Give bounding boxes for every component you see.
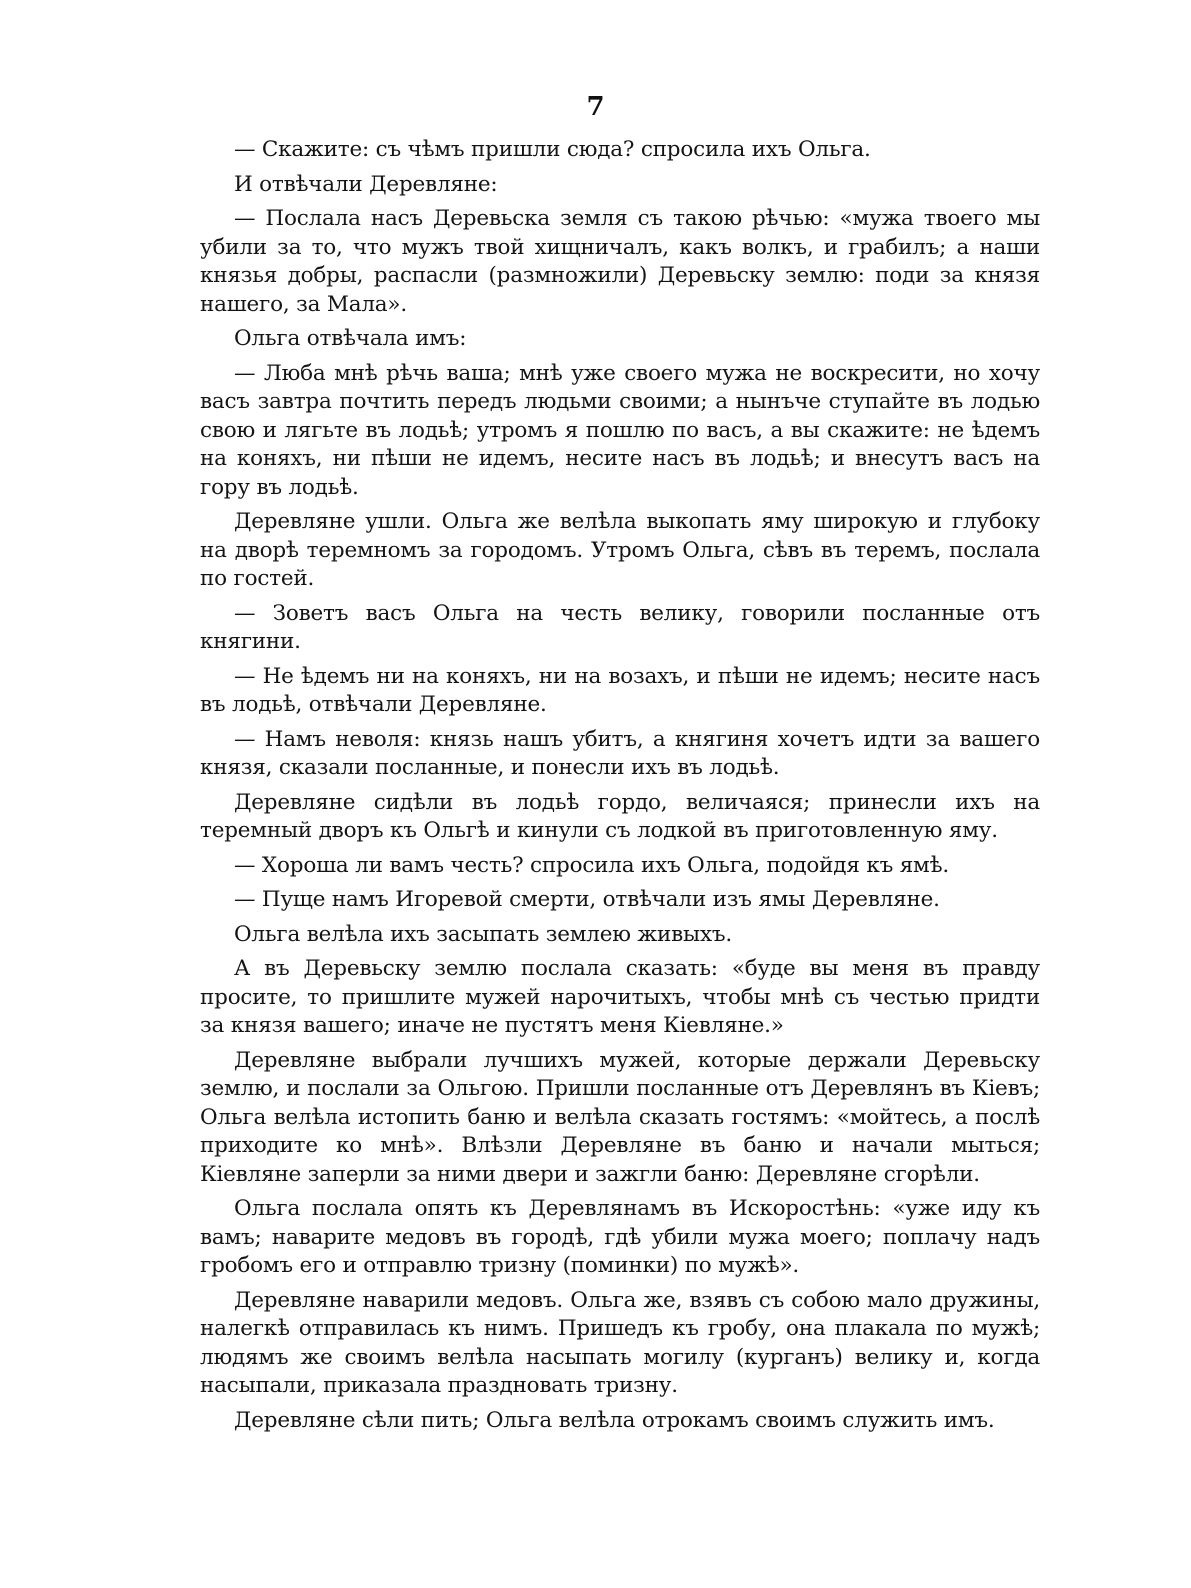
paragraph-15: Деревляне выбрали лучшихъ мужей, которые держали Деревьску землю, и послали за Ольгою. Пришли посланные отъ Деревлянъ въ Кіевъ; Ольга велѣла истопить баню и велѣла сказать гостямъ: «мойтесь, а послѣ приходите ко мнѣ». Влѣзли Деревляне въ баню и начали мыться; Кіевляне заперли за ними двери и зажгли баню: Деревляне сгорѣли. [200, 1047, 1040, 1187]
paragraph-3: — Послала насъ Деревьска земля съ такою рѣчью: «мужа твоего мы убили за то, что мужъ твой хищничалъ, какъ волкъ, и грабилъ; а наши князья добры, распасли (размножили) Деревьску землю: поди за князя нашего, за Мала». [200, 206, 1040, 317]
paragraph-6: Деревляне ушли. Ольга же велѣла выкопать яму широкую и глубоку на дворѣ теремномъ за городомъ. Утромъ Ольга, сѣвъ въ теремъ, послала по гостей. [200, 509, 1040, 591]
paragraph-10: Деревляне сидѣли въ лодьѣ гордо, величаяся; принесли ихъ на теремный дворъ къ Ольгѣ и кинули съ лодкой въ приготовленную яму. [200, 789, 1040, 843]
paragraph-4: Ольга отвѣчала имъ: [234, 326, 467, 351]
paragraph-14: А въ Деревьску землю послала сказать: «буде вы меня въ правду просите, то пришлите мужей нарочитыхъ, чтобы мнѣ съ честью придти за князя вашего; иначе не пустятъ меня Кіевляне.» [200, 956, 1040, 1038]
paragraph-8: — Не ѣдемъ ни на коняхъ, ни на возахъ, и пѣши не идемъ; несите насъ въ лодьѣ, отвѣчали Деревляне. [200, 663, 1040, 717]
paragraph-2: И отвѣчали Деревляне: [234, 171, 498, 197]
paragraph-12: — Пуще намъ Игоревой смерти, отвѣчали изъ ямы Деревляне. [234, 887, 940, 912]
paragraph-7: — Зоветъ васъ Ольга на честь велику, говорили посланные отъ княгини. [200, 600, 1040, 654]
paragraph-5: — Люба мнѣ рѣчь ваша; мнѣ уже своего мужа не воскресити, но хочу васъ завтра почтить передъ людьми своими; а нынъче ступайте въ лодью свою и лягьте въ лодьѣ; утромъ я пошлю по васъ, а вы скажите: не ѣдемъ на коняхъ, ни пѣши не идемъ, несите насъ въ лодьѣ; и внесутъ васъ на гору въ лодьѣ. [200, 360, 1040, 500]
paragraph-1: — Скажите: съ чѣмъ пришли сюда? спросила ихъ Ольга. [234, 137, 871, 162]
page-number: 7 [586, 92, 605, 122]
paragraph-17: Деревляне наварили медовъ. Ольга же, взявъ съ собою мало дружины, налегкѣ отправилась къ нимъ. Пришедъ къ гробу, она плакала по мужѣ; людямъ же своимъ велѣла насыпать могилу (курганъ) велику и, когда насыпали, приказала праздновать тризну. [200, 1287, 1040, 1398]
paragraph-16: Ольга послала опять къ Деревлянамъ въ Искоростѣнь: «уже иду къ вамъ; наварите медовъ въ городѣ, гдѣ убили мужа моего; поплачу надъ гробомъ его и отправлю тризну (поминки) по мужѣ». [200, 1196, 1040, 1278]
paragraph-13: Ольга велѣла ихъ засыпать землею живыхъ. [234, 921, 732, 947]
text-body [200, 136, 1040, 1441]
paragraph-9: — Намъ неволя: князь нашъ убитъ, а княгиня хочетъ идти за вашего князя, сказали посланные, и понесли ихъ въ лодьѣ. [200, 726, 1040, 780]
paragraph-18: Деревляне сѣли пить; Ольга велѣла отрокамъ своимъ служить имъ. [234, 1407, 995, 1433]
paragraph-11: — Хороша ли вамъ честь? спросила ихъ Ольга, подойдя къ ямѣ. [234, 852, 949, 878]
